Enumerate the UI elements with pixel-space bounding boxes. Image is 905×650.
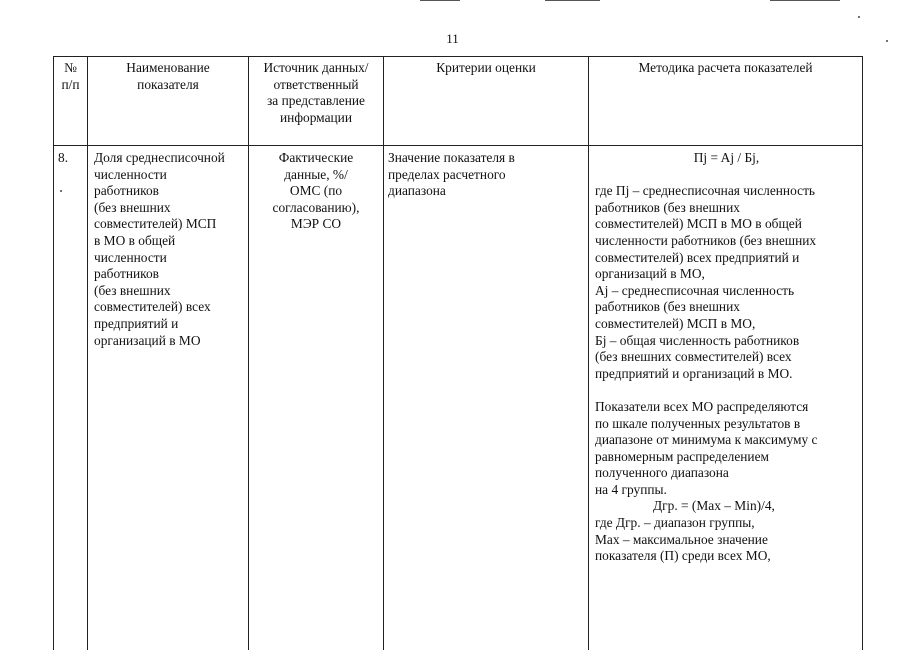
cell-indicator-name: Доля среднесписочной численности работников (без внешних совместителей) МСП в МО в общей численности работников (без внешних совместителей) всех предприятий и организаций в МО (88, 146, 249, 650)
cell-criteria: Значение показателя в пределах расчетного диапазона (384, 146, 589, 650)
group-definition-line: показателя (П) среди всех МО, (595, 548, 858, 565)
cell-number: 8. (54, 146, 88, 650)
distribution-line: равномерным распределением (595, 449, 858, 466)
header-data-source: Источник данных/ ответственный за представление информации (249, 57, 384, 146)
page-number: 11 (0, 31, 905, 48)
group-definition-line: Max – максимальное значение (595, 532, 858, 549)
definition-line: совместителей) МСП в МО в общей (595, 216, 858, 233)
definition-line: Бj – общая численность работников (595, 333, 858, 350)
header-number: № п/п (54, 57, 88, 146)
group-formula: Дгр. = (Max – Min)/4, (595, 498, 858, 515)
distribution-line: диапазоне от минимума к максимуму с (595, 432, 858, 449)
main-formula: Пj = Aj / Бj, (595, 150, 858, 167)
indicator-table (53, 56, 863, 650)
cell-method (589, 146, 863, 650)
distribution-line: полученного диапазона (595, 465, 858, 482)
distribution-line: Показатели всех МО распределяются (595, 399, 858, 416)
definition-line: работников (без внешних (595, 299, 858, 316)
definition-line: где Пj – среднесписочная численность (595, 183, 858, 200)
scan-speck (858, 16, 860, 18)
definition-line: предприятий и организаций в МО. (595, 366, 858, 383)
header-indicator-name: Наименование показателя (88, 57, 249, 146)
spacer (595, 167, 858, 184)
spacer (595, 382, 858, 399)
header-criteria: Критерии оценки (384, 57, 589, 146)
distribution-line: на 4 группы. (595, 482, 858, 499)
top-rule (770, 0, 840, 1)
definition-line: Аj – среднесписочная численность (595, 283, 858, 300)
table-header-row (54, 57, 863, 146)
definition-line: совместителей) МСП в МО, (595, 316, 858, 333)
table-row (54, 146, 863, 650)
top-rule (545, 0, 600, 1)
cell-data-source: Фактические данные, %/ ОМС (по согласованию), МЭР СО (249, 146, 384, 650)
definition-line: численности работников (без внешних (595, 233, 858, 250)
distribution-line: по шкале полученных результатов в (595, 416, 858, 433)
definition-line: работников (без внешних (595, 200, 858, 217)
header-method: Методика расчета показателей (589, 57, 863, 146)
definition-line: организаций в МО, (595, 266, 858, 283)
group-definition-line: где Дгр. – диапазон группы, (595, 515, 858, 532)
top-rule (420, 0, 460, 1)
definition-line: совместителей) всех предприятий и (595, 250, 858, 267)
definition-line: (без внешних совместителей) всех (595, 349, 858, 366)
